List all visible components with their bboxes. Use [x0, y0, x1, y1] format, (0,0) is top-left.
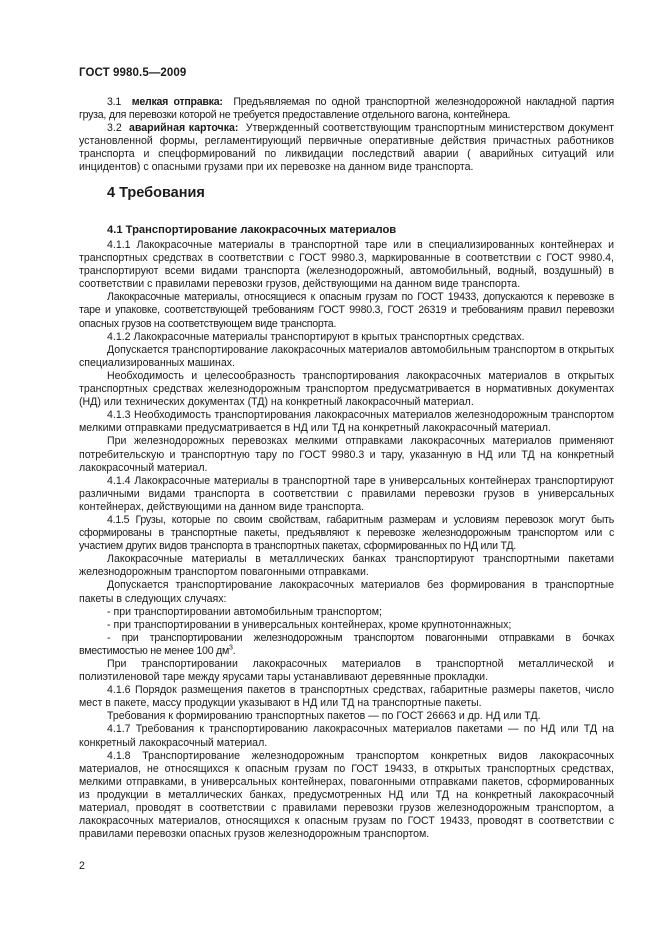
paragraph: 4.1.5 Грузы, которые по своим свойствам, габаритным размерам и условиям перевозок могут быть сформированы в транспортные пакеты, предъявляют к перевозке железнодорожным транспортом или с участием других видов транспорта в транспортных пакетах, сформированных по НД или ТД.	[79, 513, 614, 553]
definition-term: мелкая отправка:	[131, 96, 223, 108]
paragraph: 4.1.1 Лакокрасочные материалы в транспортной таре или в специализированных контейнерах и транспортных средствах в соответствии с ГОСТ 9980.3, маркированные в соответствии с ГОСТ 9980.4, транспортируют всеми видами транспорта (железнодорожный, автомобильный, водный, воздушный) в соответствии с правилами перевозки грузов, действующими на данном виде транспорта.	[79, 239, 614, 291]
paragraph: 4.1.4 Лакокрасочные материалы в транспортной таре в универсальных контейнерах транспортируют различными видами транспорта в соответствии с правилами перевозки грузов в универсальных контейнерах, действующими на данном виде транспорта.	[79, 474, 614, 513]
paragraph: Лакокрасочные материалы в металлических банках транспортируют транспортными пакетами железнодорожным транспортом повагонными отправками.	[79, 553, 614, 579]
definition-term: аварийная карточка:	[129, 122, 239, 135]
list-item-text: - при транспортировании железнодорожным транспортом повагонными отправками в бочках вместимостью не менее 100 дм	[79, 631, 614, 657]
definition-text: Утвержденный соответствующим транспортным министерством документ установленной формы, регламентирующий первичные оперативные действия причастных работников транспорта и спецформирований по ликвидации последствий аварии ( аварийных ситуаций или инцидентов) с опасными грузами при их перевозке на данном виде транспорта.	[79, 122, 614, 174]
paragraph: Допускается транспортирование лакокрасочных материалов автомобильным транспортом в открытых специализированных машинах.	[79, 343, 614, 369]
definition-3-1	[79, 96, 614, 122]
paragraph: Допускается транспортирование лакокрасочных материалов без формирования в транспортные пакеты в следующих случаях:	[79, 579, 614, 605]
section-heading: 4 Требования	[107, 185, 205, 201]
paragraph: 4.1.6 Порядок размещения пакетов в транспортных средствах, габаритные размеры пакетов, число мест в пакете, массу продукции указывают в НД или ТД на транспортные пакеты.	[79, 684, 614, 710]
paragraph: Лакокрасочные материалы, относящиеся к опасным грузам по ГОСТ 19433, допускаются к перевозке в таре и упаковке, соответствующей требованиям ГОСТ 9980.3, ГОСТ 26319 и требованиям правил перевозки опасных грузов на соответствующем виде транспорта.	[79, 291, 614, 330]
paragraph: 4.1.2 Лакокрасочные материалы транспортируют в крытых транспортных средствах.	[107, 330, 525, 343]
list-item	[79, 632, 614, 658]
punctuation: .	[232, 644, 236, 657]
definition-number: 3.2	[107, 122, 122, 135]
definition-text: Предъявляемая по одной транспортной железнодорожной накладной партия груза, для перевозки которой не требуется предоставление отдельного вагона, контейнера.	[79, 96, 615, 122]
list-item: - при транспортировании автомобильным транспортом;	[107, 605, 382, 618]
document-header: ГОСТ 9980.5—2009	[79, 67, 187, 79]
paragraph: При транспортировании лакокрасочных материалов в транспортной металлической и полиэтиленовой таре между ярусами тары устанавливают деревянные прокладки.	[79, 658, 614, 684]
paragraph: Необходимость и целесообразность транспортирования лакокрасочных материалов в открытых транспортных средствах железнодорожным транспортом предусматривается в нормативных документах (НД) или технических документах (ТД) на конкретный лакокрасочный материал.	[79, 369, 614, 409]
definitions-block	[79, 96, 614, 175]
definition-3-2	[79, 122, 614, 174]
superscript: 3	[229, 644, 233, 652]
definition-number: 3.1	[107, 96, 121, 108]
list-item: - при транспортировании в универсальных контейнерах, кроме крупнотоннажных;	[107, 618, 512, 631]
paragraph: Требования к формированию транспортных пакетов — по ГОСТ 26663 и др. НД или ТД.	[107, 710, 541, 723]
paragraph: 4.1.7 Требования к транспортированию лакокрасочных материалов пакетами — по НД или ТД на конкретный лакокрасочный материал.	[79, 723, 614, 749]
page-number: 2	[79, 860, 85, 872]
paragraph: 4.1.8 Транспортирование железнодорожным транспортом конкретных видов лакокрасочных материалов, не относящихся к опасным грузам по ГОСТ 19433, в открытых транспортных средствах, мелкими отправками, в универсальных контейнерах, повагонными отправками пакетов, сформированных из продукции в металлических банках, предусмотренных НД или ТД на конкретный лакокрасочный материал, проводят в соответствии с правилами перевозки грузов железнодорожным транспортом, а лакокрасочных материалов, относящихся к опасным грузам по ГОСТ 19433, проводят в соответствии с правилами перевозки опасных грузов железнодорожным транспортом.	[79, 749, 614, 841]
section-body	[79, 239, 614, 841]
paragraph: При железнодорожных перевозках мелкими отправками лакокрасочных материалов применяют потребительскую и транспортную тару по ГОСТ 9980.3 и тару, указанную в НД или ТД на конкретный лакокрасочный материал.	[79, 435, 614, 474]
paragraph: 4.1.3 Необходимость транспортирования лакокрасочных материалов железнодорожным транспортом мелкими отправками предусматривается в НД или ТД на конкретный лакокрасочный материал.	[79, 409, 614, 435]
subsection-heading: 4.1 Транспортирование лакокрасочных материалов	[107, 224, 397, 236]
